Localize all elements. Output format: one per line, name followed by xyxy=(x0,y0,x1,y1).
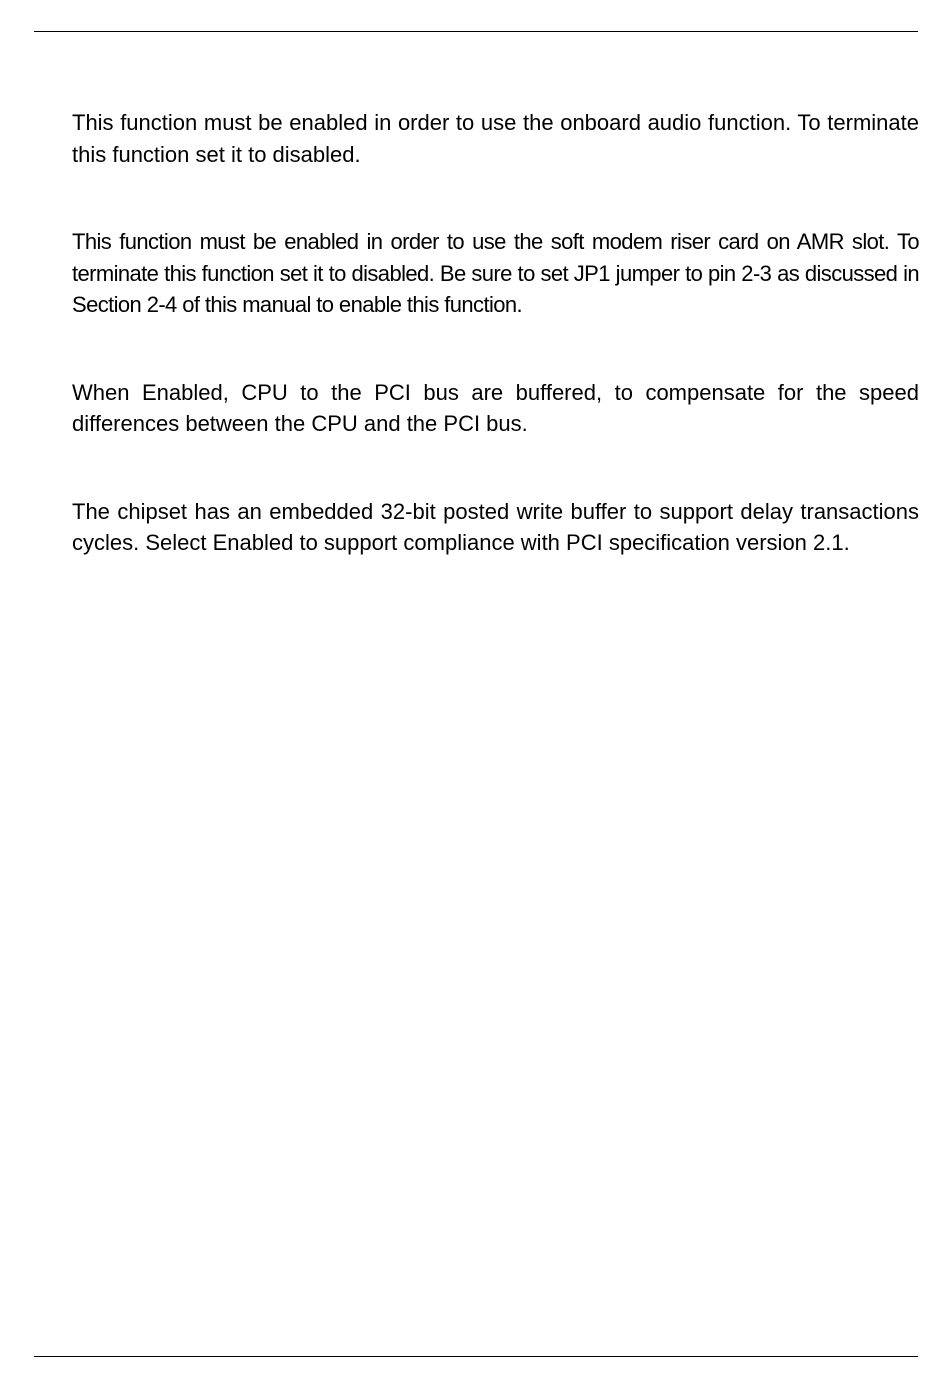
paragraph-soft-modem: This function must be enabled in order to use the soft modem riser card on AMR slot. To terminate this function set it to disabled. Be sure to set JP1 jumper to pin 2-3 as discussed in Section 2-4 of this manual to enable this function. xyxy=(72,229,919,317)
paragraph-cpu-pci-buffer: When Enabled, CPU to the PCI bus are buffered, to compensate for the speed differences between the CPU and the PCI bus. xyxy=(72,379,919,436)
footer-rule xyxy=(34,1356,918,1357)
header-rule xyxy=(34,31,918,32)
paragraph-onboard-audio: This function must be enabled in order to use the onboard audio function. To terminate this function set it to disabled. xyxy=(72,110,919,167)
paragraph-posted-write-buffer: The chipset has an embedded 32-bit posted write buffer to support delay transactions cycles. Select Enabled to support compliance with PCI specification version 2.1. xyxy=(72,498,919,555)
page-body xyxy=(72,107,919,559)
